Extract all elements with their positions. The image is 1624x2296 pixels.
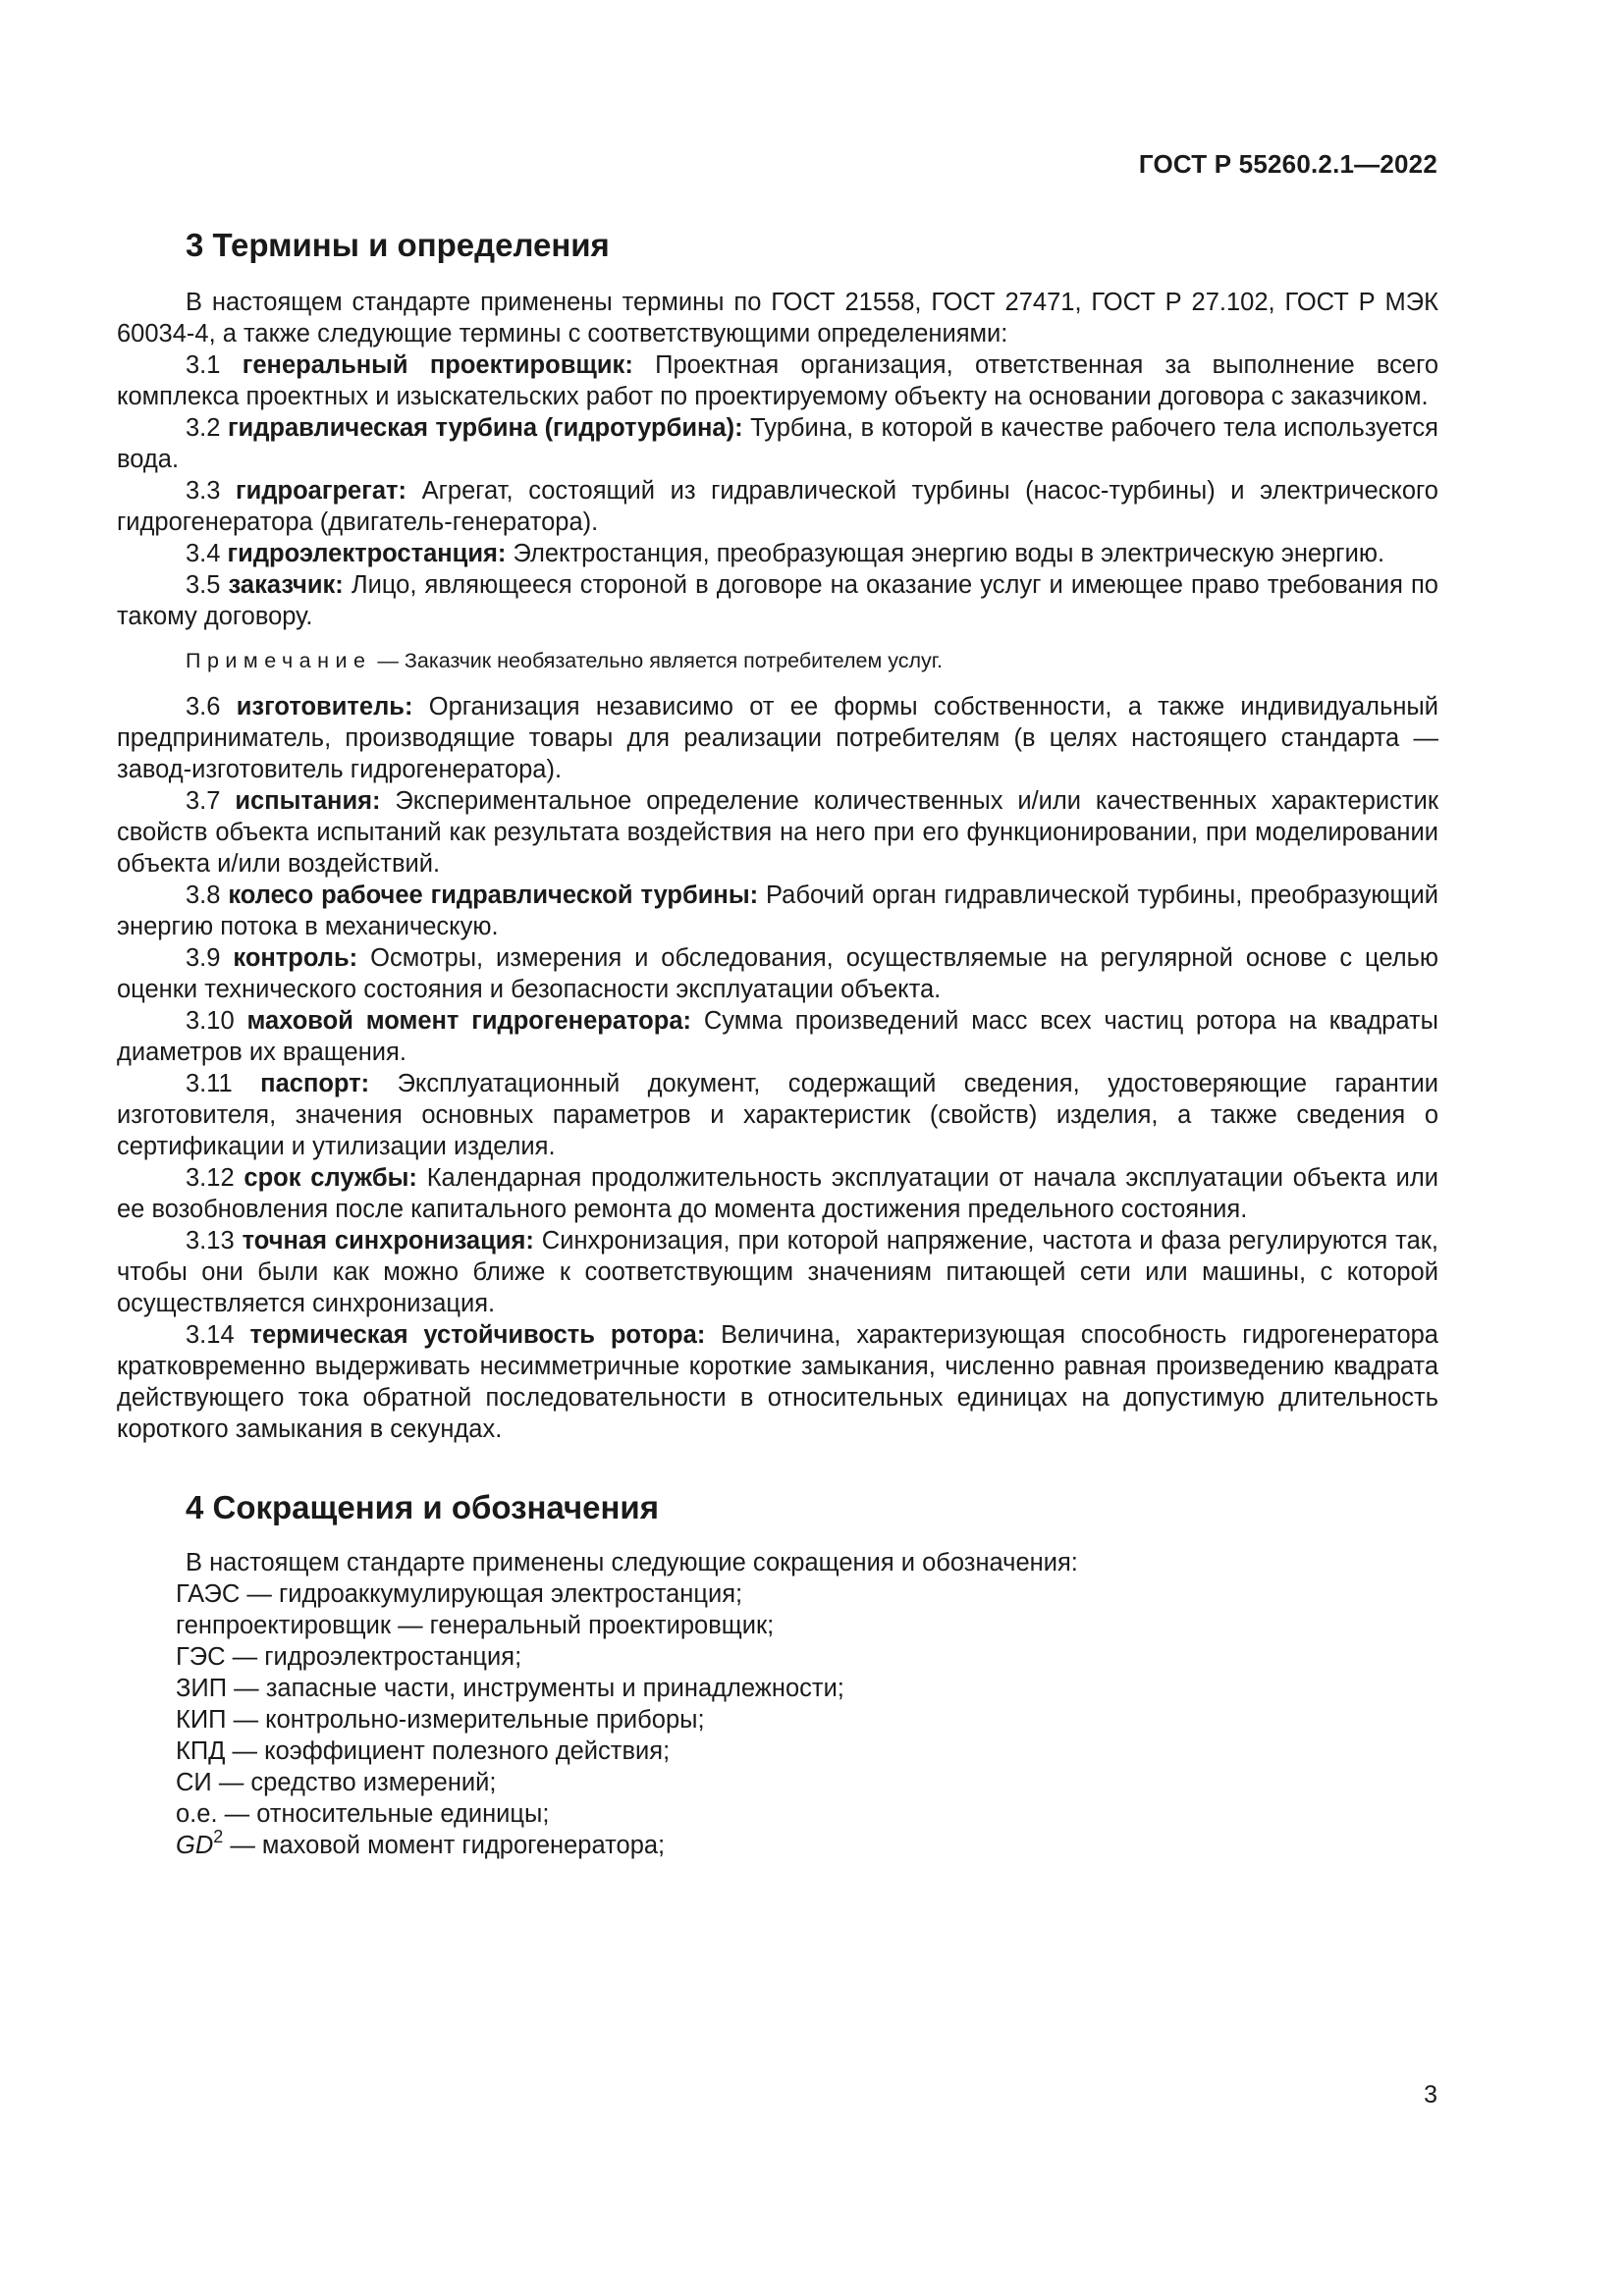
term-definition: Агрегат, состоящий из гидравлической турбины (насос-турбины) и электрического гидрогенератора (двигатель-генератора). [117, 477, 1438, 536]
gd-symbol-base: GD [176, 1832, 214, 1859]
term-3-12 [117, 1162, 1438, 1225]
page-content [117, 226, 1438, 1861]
page-number: 3 [1424, 2081, 1437, 2109]
abbreviation-list [117, 1578, 1438, 1861]
term-3-10 [117, 1005, 1438, 1068]
note-dash: — [371, 649, 405, 672]
term-3-8 [117, 880, 1438, 942]
term-number: 3.1 [186, 351, 221, 379]
term-3-14 [117, 1319, 1438, 1445]
term-definition: Сумма произведений масс всех частиц ротора на квадраты диаметров их вращения. [117, 1007, 1438, 1066]
term-name: точная синхронизация: [242, 1227, 534, 1255]
term-name: изготовитель: [236, 693, 413, 721]
term-name: заказчик: [228, 571, 344, 599]
document-code: ГОСТ Р 55260.2.1—2022 [1138, 149, 1437, 179]
term-definition: Рабочий орган гидравлической турбины, преобразующий энергию потока в механическую. [117, 881, 1438, 940]
term-number: 3.10 [186, 1007, 235, 1035]
term-name: колесо рабочее гидравлической турбины: [228, 881, 759, 909]
term-definition: Эксплуатационный документ, содержащий сведения, удостоверяющие гарантии изготовителя, значения основных параметров и характеристик (свойств) изделия, а также сведения о сертификации и утилизации изделия. [117, 1070, 1438, 1160]
term-definition: Организация независимо от ее формы собственности, а также индивидуальный предприниматель, производящие товары для реализации потребителям (в целях настоящего стандарта — завод-изготовитель гидрогенератора). [117, 693, 1439, 783]
term-number: 3.11 [186, 1070, 233, 1097]
term-number: 3.3 [186, 477, 221, 505]
note-label: Примечание [186, 649, 372, 672]
term-definition: Календарная продолжительность эксплуатации от начала эксплуатации объекта или ее возобновления после капитального ремонта до момента достижения предельного состояния. [117, 1164, 1438, 1223]
term-3-11 [117, 1068, 1438, 1162]
term-3-9 [117, 942, 1438, 1005]
list-item-gd2 [176, 1826, 1438, 1861]
term-name: испытания: [235, 787, 381, 815]
list-item: ЗИП — запасные части, инструменты и принадлежности; [176, 1675, 844, 1702]
term-definition: Турбина, в которой в качестве рабочего тела используется вода. [117, 414, 1438, 473]
note [117, 646, 1438, 675]
list-item: СИ — средство измерений; [176, 1769, 497, 1796]
section-4-heading: 4 Сокращения и обозначения [186, 1489, 659, 1525]
term-3-4 [117, 538, 1438, 569]
section-4-intro: В настоящем стандарте применены следующие сокращения и обозначения: [186, 1549, 1078, 1576]
term-number: 3.12 [186, 1164, 235, 1192]
term-definition: Осмотры, измерения и обследования, осуществляемые на регулярной основе с целью оценки технического состояния и безопасности эксплуатации объекта. [117, 944, 1439, 1003]
term-definition: Проектная организация, ответственная за выполнение всего комплекса проектных и изыскательских работ по проектируемому объекту на основании договора с заказчиком. [117, 351, 1439, 410]
list-item: о.е. — относительные единицы; [176, 1800, 550, 1828]
term-name: генеральный проектировщик: [242, 351, 633, 379]
term-number: 3.7 [186, 787, 221, 815]
list-item: КИП — контрольно-измерительные приборы; [176, 1706, 705, 1734]
term-name: маховой момент гидрогенератора: [246, 1007, 692, 1035]
term-number: 3.14 [186, 1321, 235, 1349]
term-number: 3.8 [186, 881, 221, 909]
list-item: ГАЭС — гидроаккумулирующая электростанция; [176, 1580, 743, 1608]
term-name: гидроэлектростанция: [227, 540, 507, 567]
term-name: термическая устойчивость ротора: [249, 1321, 706, 1349]
term-number: 3.4 [186, 540, 221, 567]
list-item: ГЭС — гидроэлектростанция; [176, 1643, 522, 1671]
term-name: контроль: [233, 944, 358, 972]
term-definition: Величина, характеризующая способность гидрогенератора кратковременно выдерживать несимметричные короткие замыкания, численно равная произведению квадрата действующего тока обратной последовательности в относительных единицах на допустимую длительность короткого замыкания в секундах. [117, 1321, 1438, 1443]
gd-superscript: 2 [213, 1826, 224, 1846]
term-3-5 [117, 569, 1438, 632]
section-3-heading: 3 Термины и определения [186, 227, 610, 263]
term-definition: Экспериментальное определение количественных и/или качественных характеристик свойств объекта испытаний как результата воздействия на него при его функционировании, при моделировании объекта и/или воздействий. [117, 787, 1438, 878]
gd-text: — маховой момент гидрогенератора; [223, 1832, 666, 1859]
term-definition: Лицо, являющееся стороной в договоре на оказание услуг и имеющее право требования по такому договору. [117, 571, 1438, 630]
gd-symbol [176, 1826, 224, 1859]
term-number: 3.9 [186, 944, 221, 972]
term-number: 3.6 [186, 693, 221, 721]
term-number: 3.13 [186, 1227, 235, 1255]
term-3-13 [117, 1225, 1438, 1319]
term-definition: Синхронизация, при которой напряжение, частота и фаза регулируются так, чтобы они были как можно ближе к соответствующим значениям питающей сети или машины, с которой осуществляется синхронизация. [117, 1227, 1438, 1317]
term-name: гидравлическая турбина (гидротурбина): [227, 414, 743, 442]
term-3-2 [117, 412, 1438, 475]
note-text: Заказчик необязательно является потребителем услуг. [404, 649, 943, 672]
term-name: паспорт: [260, 1070, 370, 1097]
list-item: КПД — коэффициент полезного действия; [176, 1737, 671, 1765]
term-number: 3.2 [186, 414, 221, 442]
section-3-intro: В настоящем стандарте применены термины по ГОСТ 21558, ГОСТ 27471, ГОСТ Р 27.102, ГОСТ Р МЭК 60034-4, а также следующие термины с соответствующими определениями: [117, 289, 1438, 347]
term-number: 3.5 [186, 571, 221, 599]
term-3-3 [117, 475, 1438, 538]
term-name: срок службы: [244, 1164, 417, 1192]
term-name: гидроагрегат: [236, 477, 407, 505]
term-3-1 [117, 349, 1438, 412]
list-item: генпроектировщик — генеральный проектировщик; [176, 1612, 775, 1639]
term-definition: Электростанция, преобразующая энергию воды в электрическую энергию. [513, 540, 1385, 567]
term-3-6 [117, 691, 1438, 785]
term-3-7 [117, 785, 1438, 880]
